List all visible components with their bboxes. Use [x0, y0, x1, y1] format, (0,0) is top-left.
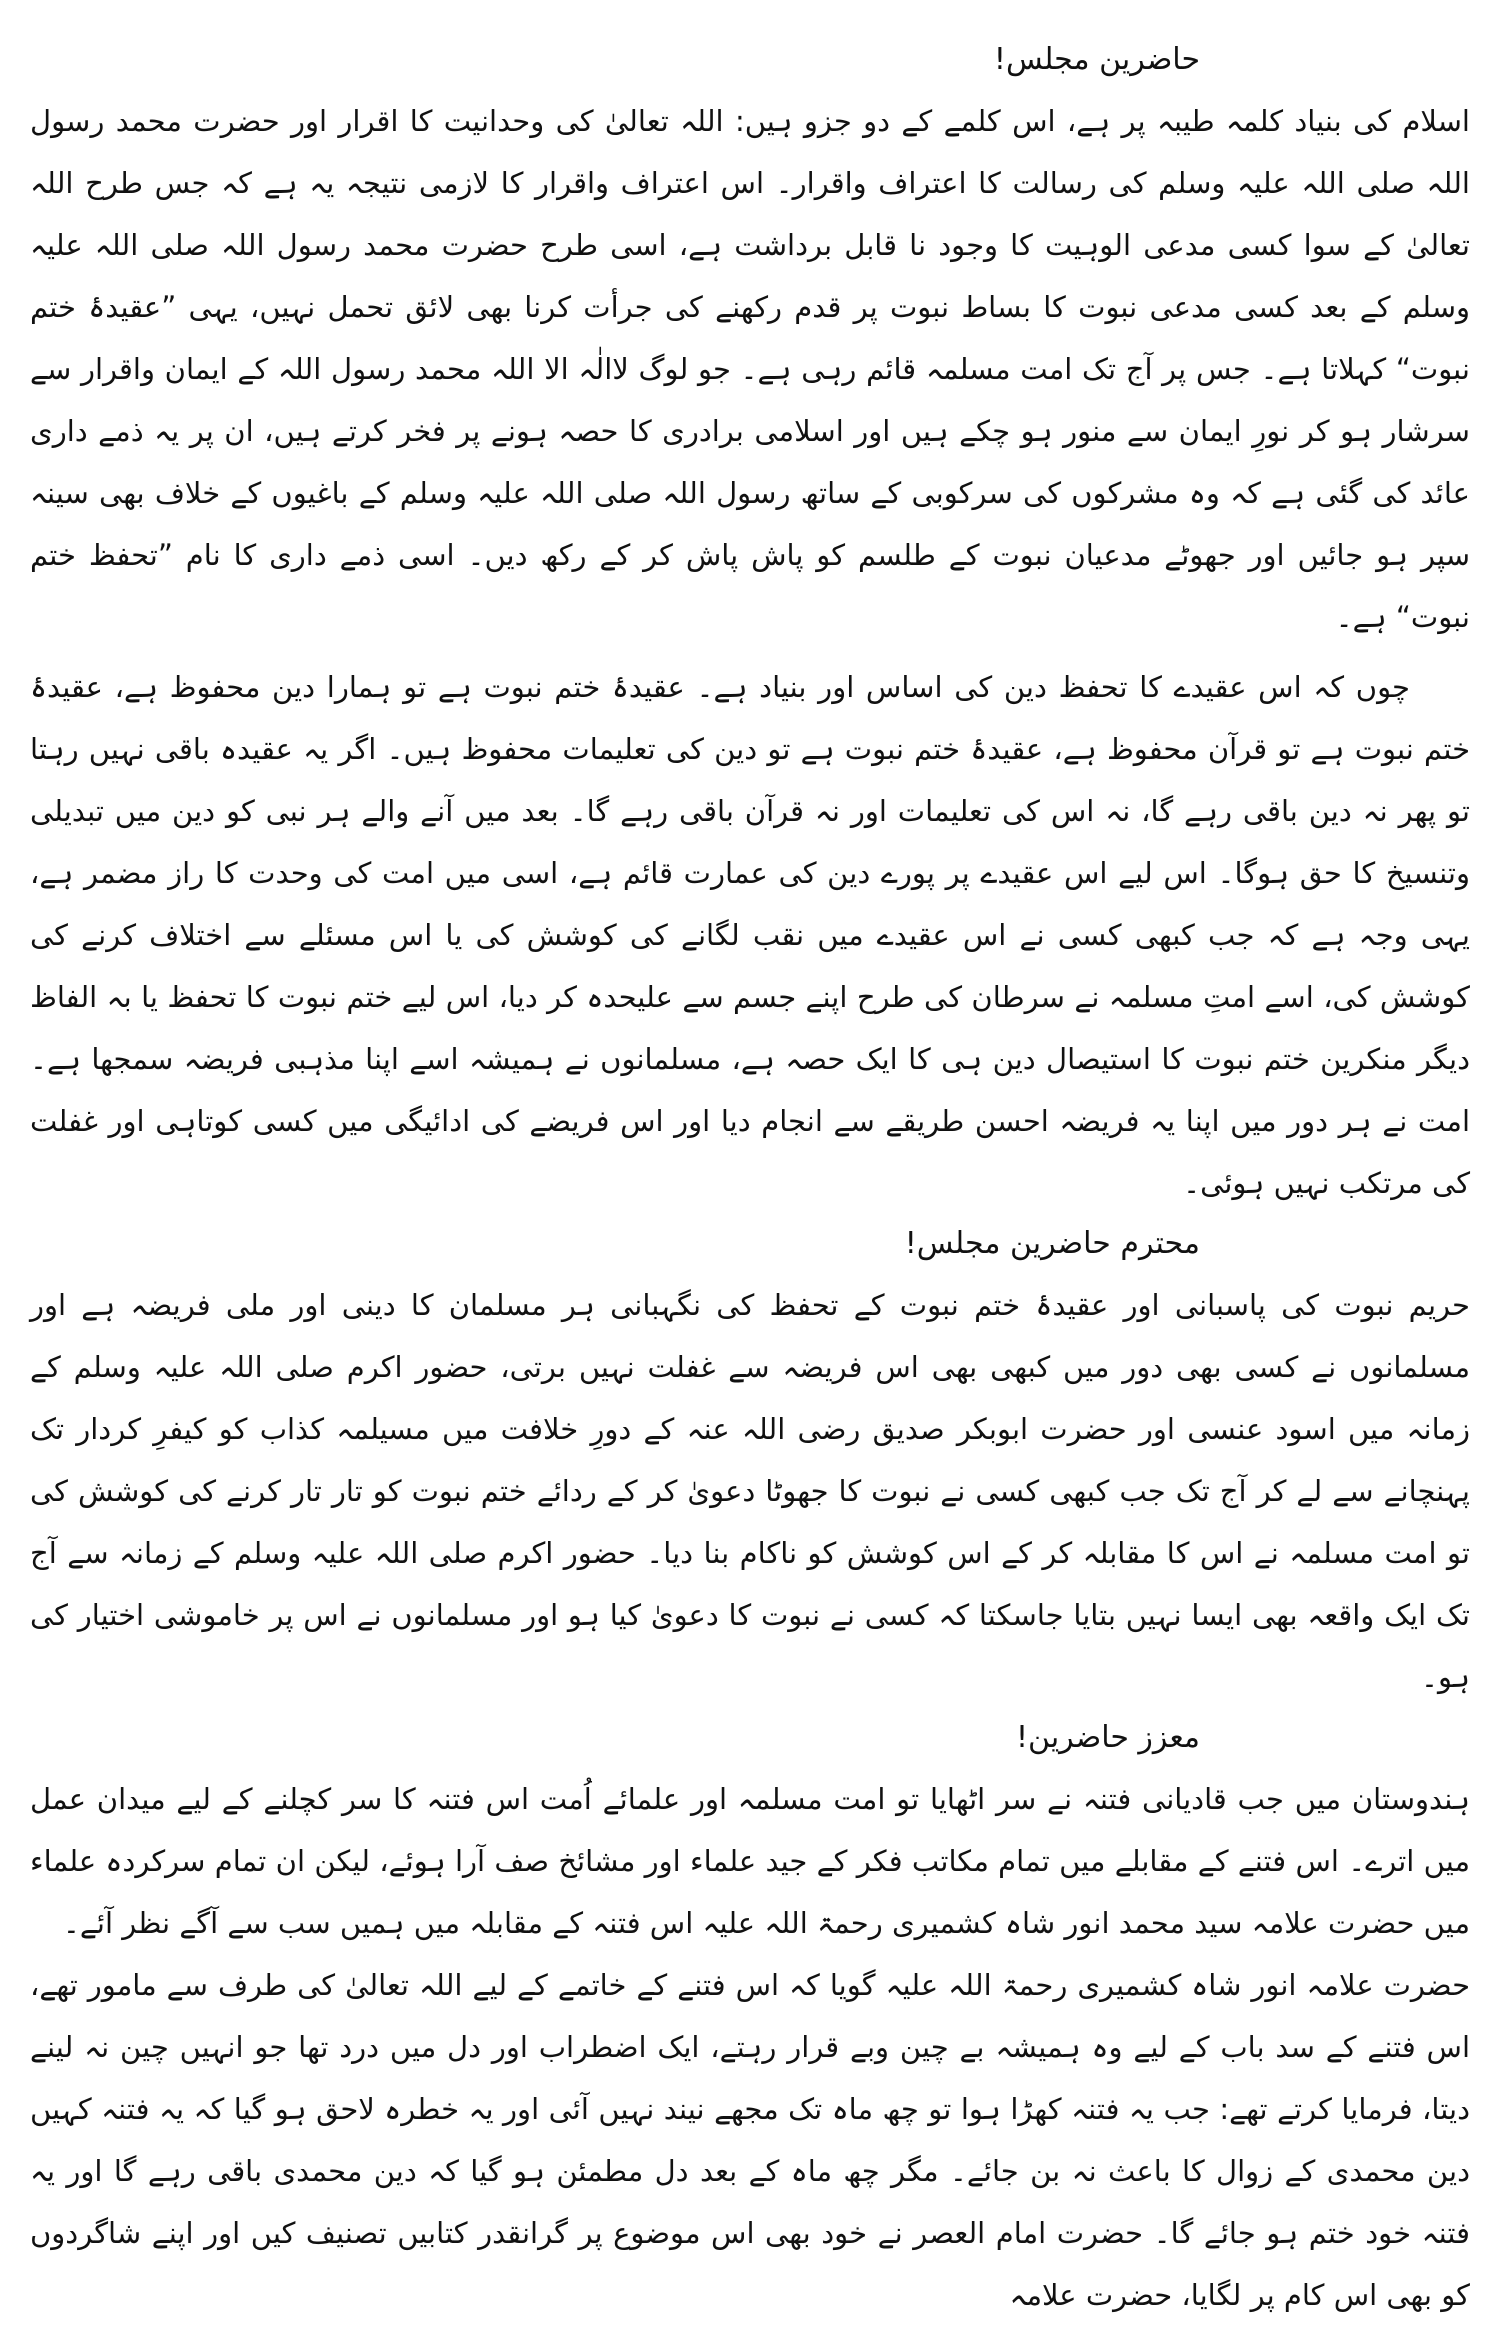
paragraph-foundation: چوں کہ اس عقیدے کا تحفظ دین کی اساس اور بنیاد ہے۔ عقیدۂ ختم نبوت ہے تو ہمارا دین محفوظ ہے، عقیدۂ ختم نبوت ہے تو قرآن محفوظ ہے، عقیدۂ ختم نبوت ہے تو دین کی تعلیمات محفوظ ہیں۔ اگر یہ عقیدہ باقی نہیں رہتا تو پھر نہ دین باقی رہے گا، نہ اس کی تعلیمات اور نہ قرآن باقی رہے گا۔ بعد میں آنے والے ہر نبی کو دین میں تبدیلی وتنسیخ کا حق ہوگا۔ اس لیے اس عقیدے پر پورے دین کی عمارت قائم ہے، اسی میں امت کی وحدت کا راز مضمر ہے، یہی وجہ ہے کہ جب کبھی کسی نے اس عقیدے میں نقب لگانے کی کوشش کی یا اس مسئلے سے اختلاف کرنے کی کوشش کی، اسے امتِ مسلمہ نے سرطان کی طرح اپنے جسم سے علیحدہ کر دیا، اس لیے ختم نبوت کا تحفظ یا بہ الفاظ دیگر منکرین ختم نبوت کا استیصال دین ہی کا ایک حصہ ہے، مسلمانوں نے ہمیشہ اسے اپنا مذہبی فریضہ سمجھا ہے۔ امت نے ہر دور میں اپنا یہ فریضہ احسن طریقے سے انجام دیا اور اس فریضے کی ادائیگی میں کسی کوتاہی اور غفلت کی مرتکب نہیں ہوئی۔	[30, 670, 1470, 1200]
paragraph-guardianship: حریم نبوت کی پاسبانی اور عقیدۂ ختم نبوت کے تحفظ کی نگہبانی ہر مسلمان کا دینی اور ملی فریضہ ہے اور مسلمانوں نے کسی بھی دور میں کبھی بھی اس فریضہ سے غفلت نہیں برتی، حضور اکرم صلی اللہ علیہ وسلم کے زمانہ میں اسود عنسی اور حضرت ابوبکر صدیق رضی اللہ عنہ کے دورِ خلافت میں مسیلمہ کذاب کو کیفرِ کردار تک پہنچانے سے لے کر آج تک جب کبھی کسی نے نبوت کا جھوٹا دعویٰ کر کے ردائے ختم نبوت کو تار تار کرنے کی کوشش کی تو امت مسلمہ نے اس کا مقابلہ کر کے اس کوشش کو ناکام بنا دیا۔ حضور اکرم صلی اللہ علیہ وسلم کے زمانہ سے آج تک ایک واقعہ بھی ایسا نہیں بتایا جاسکتا کہ کسی نے نبوت کا دعویٰ کیا ہو اور مسلمانوں نے اس پر خاموشی اختیار کی ہو۔	[30, 1288, 1470, 1694]
paragraph-anwar-shah: حضرت علامہ انور شاہ کشمیری رحمۃ اللہ علیہ گویا کہ اس فتنے کے خاتمے کے لیے اللہ تعالیٰ کی طرف سے مامور تھے، اس فتنے کے سد باب کے لیے وہ ہمیشہ بے چین وبے قرار رہتے، ایک اضطراب اور دل میں درد تھا جو انہیں چین نہ لینے دیتا، فرمایا کرتے تھے: جب یہ فتنہ کھڑا ہوا تو چھ ماہ تک مجھے نیند نہیں آئی اور یہ خطرہ لاحق ہو گیا کہ یہ فتنہ کہیں دین محمدی کے زوال کا باعث نہ بن جائے۔ مگر چھ ماہ کے بعد دل مطمئن ہو گیا کہ دین محمدی باقی رہے گا اور یہ فتنہ خود ختم ہو جائے گا۔ حضرت امام العصر نے خود بھی اس موضوع پر گرانقدر کتابیں تصنیف کیں اور اپنے شاگردوں کو بھی اس کام پر لگایا، حضرت علامہ	[30, 1968, 1470, 2312]
heading-audience: حاضرین مجلس!	[993, 42, 1200, 77]
paragraph-qadiani-fitna: ہندوستان میں جب قادیانی فتنہ نے سر اٹھایا تو امت مسلمہ اور علمائے اُمت اس فتنہ کا سر کچلنے کے لیے میدان عمل میں اترے۔ اس فتنے کے مقابلے میں تمام مکاتب فکر کے جید علماء اور مشائخ صف آرا ہوئے، لیکن ان تمام سرکردہ علماء میں حضرت علامہ سید محمد انور شاہ کشمیری رحمۃ اللہ علیہ اس فتنہ کے مقابلہ میں ہمیں سب سے آگے نظر آئے۔	[30, 1782, 1470, 1940]
heading-respected-audience: محترم حاضرین مجلس!	[904, 1226, 1200, 1261]
paragraph-kalima: اسلام کی بنیاد کلمہ طیبہ پر ہے، اس کلمے کے دو جزو ہیں: اللہ تعالیٰ کی وحدانیت کا اقرار اور حضرت محمد رسول اللہ صلی اللہ علیہ وسلم کی رسالت کا اعتراف واقرار۔ اس اعتراف واقرار کا لازمی نتیجہ یہ ہے کہ جس طرح اللہ تعالیٰ کے سوا کسی مدعی الوہیت کا وجود نا قابل برداشت ہے، اسی طرح حضرت محمد رسول اللہ صلی اللہ علیہ وسلم کے بعد کسی مدعی نبوت کا بساط نبوت پر قدم رکھنے کی جرأت کرنا بھی لائق تحمل نہیں، یہی ”عقیدۂ ختم نبوت“ کہلاتا ہے۔ جس پر آج تک امت مسلمہ قائم رہی ہے۔ جو لوگ لاالٰہ الا اللہ محمد رسول اللہ کے ایمان واقرار سے سرشار ہو کر نورِ ایمان سے منور ہو چکے ہیں اور اسلامی برادری کا حصہ ہونے پر فخر کرتے ہیں، ان پر یہ ذمے داری عائد کی گئی ہے کہ وہ مشرکوں کی سرکوبی کے ساتھ رسول اللہ صلی اللہ علیہ وسلم کے باغیوں کے خلاف بھی سینہ سپر ہو جائیں اور جھوٹے مدعیان نبوت کے طلسم کو پاش پاش کر کے رکھ دیں۔ اسی ذمے داری کا نام ”تحفظ ختم نبوت“ ہے۔	[30, 104, 1470, 634]
heading-honored-audience: معزز حاضرین!	[1015, 1720, 1200, 1755]
paragraph-gap	[30, 648, 1470, 656]
